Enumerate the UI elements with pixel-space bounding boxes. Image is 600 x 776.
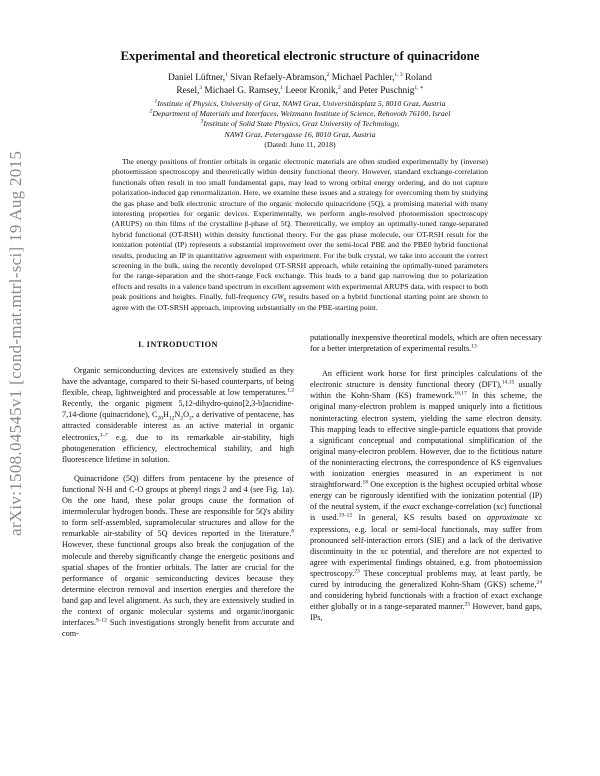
affil-marker: 1, 3 <box>394 71 403 78</box>
body-text: e.g. due to its remarkable air-stability, high photogeneration efficiency, electrochemical stability, and high fluorescence lifetime in solution. <box>62 432 294 464</box>
body-text: O <box>183 410 189 420</box>
affil-marker: 2 <box>326 71 330 78</box>
subscript: 20 <box>157 416 163 423</box>
section-heading: I. INTRODUCTION <box>138 340 218 349</box>
affil-marker: 2 <box>149 108 153 115</box>
body-text: However, band gaps, IPs, <box>310 602 542 623</box>
body-text: One exception is the highest occupied orbital whose energy can be rigorously identified with the ionization potential (IP) of the neutral system, if the <box>310 480 542 512</box>
body-text: Organic semiconducting devices are extensively studied as they have the advantage, compared to their Si-based counterparts, of being flexible, cheap, lightweighted and processable at low temperatures. <box>62 366 294 398</box>
body-text: In general, KS results based on <box>352 513 488 523</box>
paper-title: Experimental and theoretical electronic structure of quinacridone <box>120 49 480 63</box>
affiliation-text: Institute of Physics, University of Graz, NAWI Graz, Universitätsplatz 5, 8010 Graz, Austria <box>157 99 446 108</box>
affil-marker: 1 <box>225 71 228 78</box>
body-text: N <box>174 410 181 420</box>
body-text: Such investigations strongly benefit from accurate and com- <box>62 618 294 639</box>
left-column <box>62 365 294 647</box>
affiliation-text: Institute of Solid State Physics, Graz University of Technology, <box>203 119 400 129</box>
author-name: and Peter Puschnig <box>340 86 415 97</box>
paragraph <box>310 332 542 354</box>
body-text: However, these functional groups also break the conjugation of the molecule and thereby significantly change the energetic positions and spatial shapes of the frontier orbitals. The latter are crucial for the performance of organic semiconducting devices because they determine electron removal and insertion energies and therefore the band gap and level alignment. As such, they are extensively studied in the context of organic molecular systems and organic/inorganic interfaces. <box>62 540 294 628</box>
citation: 19–22 <box>338 512 353 519</box>
paragraph <box>62 365 294 465</box>
body-text: exchange-correlation (xc) functional is used. <box>310 502 542 523</box>
citation: 14,15 <box>501 379 515 386</box>
affiliations <box>60 99 540 150</box>
affiliation-2 <box>60 109 540 119</box>
citation: 8 <box>291 528 294 535</box>
author-name: Leeor Kronik, <box>283 86 339 97</box>
affil-marker: 3 <box>199 85 203 92</box>
author-name: Daniel Lüftner, <box>168 73 226 83</box>
citation: 24 <box>536 579 542 586</box>
body-text: H <box>162 410 169 420</box>
body-text: , a derivative of pentacene, has attracted considerable interest as an active material in organic electronics, <box>62 410 294 442</box>
body-text: An efficient work horse for first principles calculations of the electronic structure is density functional theory (DFT), <box>310 369 542 390</box>
author-list <box>80 72 520 99</box>
affil-marker: 2 <box>338 85 341 92</box>
citation: 25 <box>464 601 471 608</box>
citation: 18 <box>362 479 369 486</box>
subscript: 2 <box>180 416 184 423</box>
citation: 9–12 <box>95 617 107 624</box>
affiliation-text: Department of Materials and Interfaces, Weizmann Institute of Science, Rehovoth 76100, Israel <box>152 109 451 119</box>
body-text: xc expressions, e.g. local or semi-local functionals, may suffer from pronounced self-interaction errors (SIE) and a lack of the derivative discontinuity in the xc potential, and therefore are not expected to agree with experimental findings obtained, e.g. from photoemission spectroscopy. <box>310 513 542 578</box>
subscript: 12 <box>168 416 175 423</box>
body-text: Quinacridone (5Q) differs from pentacene by the presence of functional N-H and C-O groups at phenyl rings 2 and 4 (see Fig. 1a). On the one hand, these polar groups cause the formation of intermolecular hydrogen bonds. These are responsible for 5Q's ability to form self-assembled, supramolecular structures and allow for the remarkable air-stability of 5Q devices reported in the literature. <box>62 473 294 539</box>
body-text: Recently, the organic pigment 5,12-dihydro-quino[2,3-b]acridine-7,14-dione (quinacridone), C <box>62 399 294 420</box>
body-text: These conceptual problems may, at least partly, be cured by introducing the generalized Kohn-Sham (GKS) scheme, <box>310 568 542 589</box>
abstract-text: GW <box>271 292 284 302</box>
subscript: 0 <box>283 297 287 304</box>
abstract-text: The energy positions of frontier orbitals in organic electronic materials are often studied experimentally by (inverse) photoemission spectroscopy and theoretically within density functional theory. However, standard exchange-correlation functionals often result in too small fundamental gaps, may lead to wrong orbital energy ordering, and do not capture polarization-induced gap renormalization. Here, we examine these issues and a strategy for overcoming them by studying the gas phase and bulk electronic structure of the organic molecule quinacridone (5Q), a promising material with many interesting properties for organic devices. Experimentally, we perform angle-resolved photoemission spectroscopy (ARUPS) on thin films of the crystalline β-phase of 5Q. Theoretically, we employ an optimally-tuned range-separated hybrid functional (OT-RSH) within density functional theory. For the gas phase molecule, our OT-RSH result for the ionization potential (IP) represents a substantial improvement over the semi-local PBE and the PBE0 hybrid functional results, producing an IP in quantitative agreement with experiment. For the bulk crystal, we take into account the correct screening in the bulk, using the recently developed OT-SRSH approach, while retaining the optimally-tuned parameters for the range-separation and the short-range Fock exchange. This leads to a band gap narrowing due to polarization effects and results in a valence band spectrum in excellent agreement with experimental ARUPS data, with respect to both peak positions and heights. Finally, full-frequency <box>112 157 488 302</box>
arxiv-stamp: arXiv:1508.04545v1 [cond-mat.mtrl-sci] 19 Aug 2015 <box>6 150 25 536</box>
affil-marker: 3 <box>200 118 204 125</box>
affil-marker: 1 <box>154 98 158 105</box>
citation: 23 <box>354 568 360 575</box>
author-name: Michael Pachler, <box>329 73 395 83</box>
citation: 13 <box>471 343 477 350</box>
body-text: and considering hybrid functionals with a fraction of exact exchange either globally or in a range-separated manner. <box>310 591 542 612</box>
body-text: putationally inexpensive theoretical models, which are often necessary for a better interpretation of experimental results. <box>310 333 542 354</box>
paragraph <box>310 368 542 623</box>
affiliation-3-cont: NAWI Graz, Petersgasse 16, 8010 Graz, Austria <box>224 129 376 139</box>
affil-marker: 1 <box>280 85 284 92</box>
citation: 3–7 <box>99 431 108 438</box>
paragraph <box>62 473 294 639</box>
abstract <box>112 157 488 313</box>
body-text: In this scheme, the original many-electron problem is mapped uniquely into a fictitious noninteracting electron system, yielding the same electron density. This mapping leads to effective single-particle equations that provide a significant conceptual and computational simplification of the original many-electron problem. However, due to the fictitious nature of the noninteracting electrons, the correspondence of KS eigenvalues with ionization energies measured in an experiment is not straightforward. <box>310 391 542 490</box>
body-text: usually within the Kohn-Sham (KS) framework. <box>310 380 543 401</box>
abstract-text: results based on a hybrid functional starting point are shown to agree with the OT-SRSH approach, improving substantially on the PBE-starting point. <box>112 292 488 312</box>
author-name: Michael G. Ramsey, <box>202 86 281 97</box>
body-text: approximate <box>487 513 529 523</box>
affil-marker: 1, ∗ <box>414 85 424 92</box>
affiliation-3 <box>60 119 540 129</box>
author-name: Resel, <box>176 86 200 97</box>
citation: 1,2 <box>287 387 294 394</box>
subscript: 2 <box>189 416 192 423</box>
author-name: Roland <box>402 73 432 83</box>
author-name: Sivan Refaely-Abramson, <box>227 73 327 83</box>
citation: 16,17 <box>454 390 467 397</box>
date-line: (Dated: June 11, 2018) <box>264 139 336 149</box>
affiliation-1 <box>60 99 540 109</box>
body-text: exact <box>402 502 420 512</box>
right-column <box>310 332 542 631</box>
